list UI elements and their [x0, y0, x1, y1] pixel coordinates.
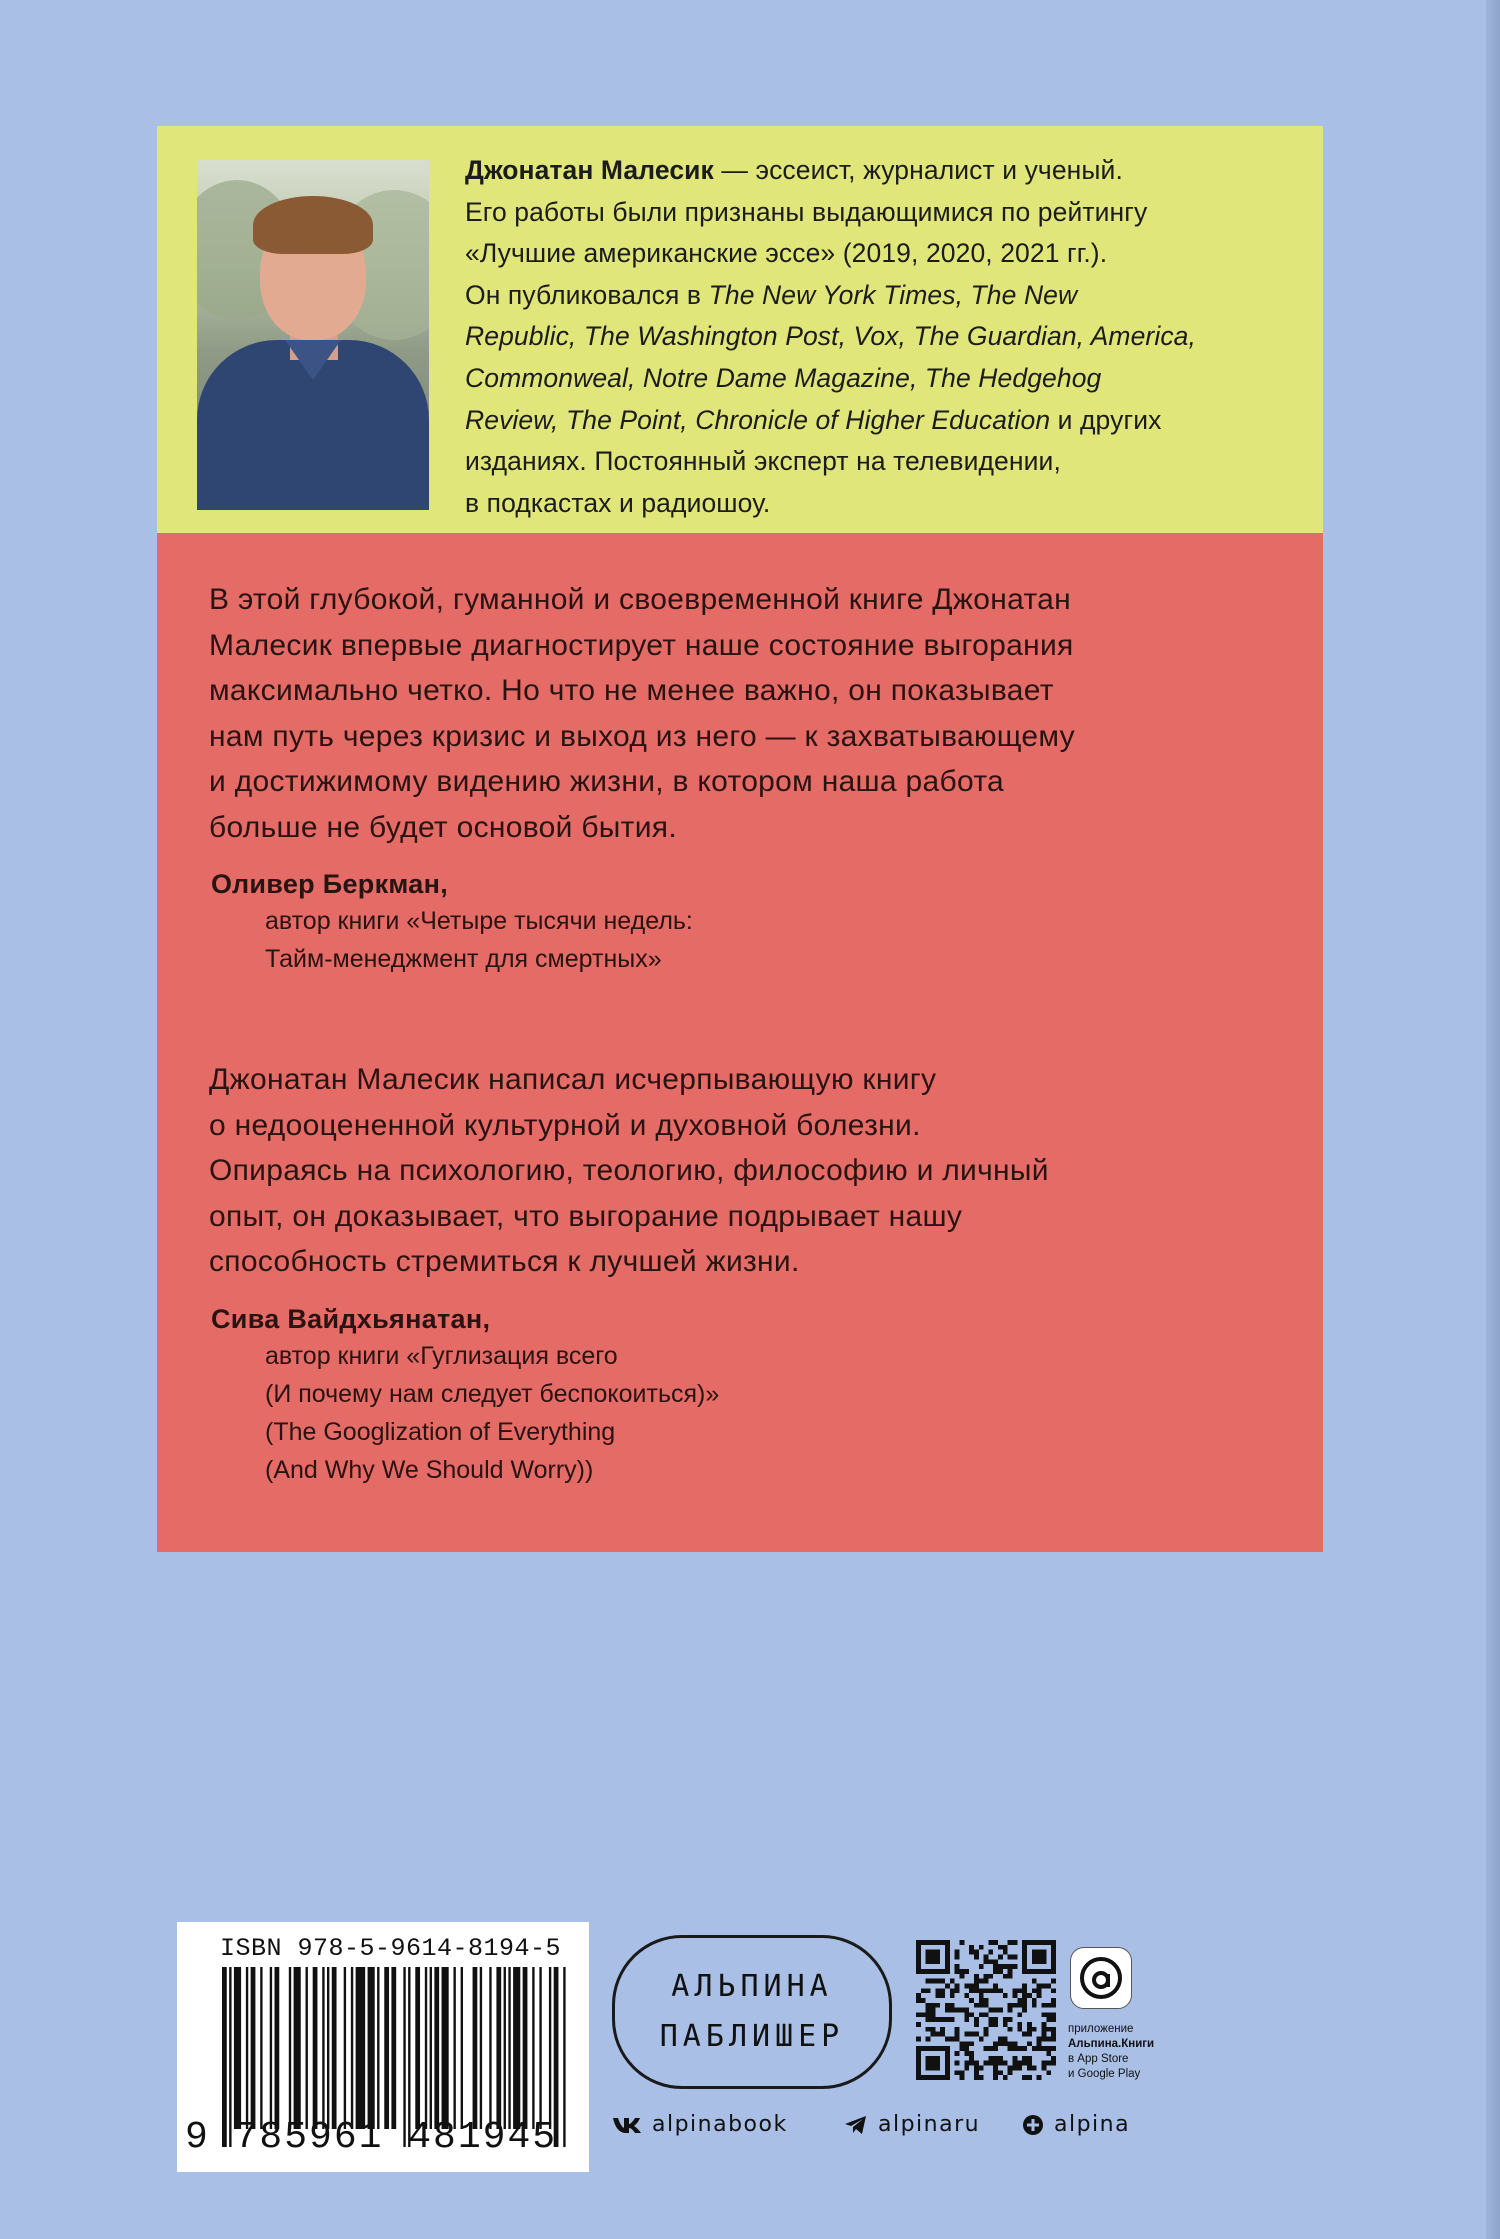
review-author-name: Оливер Беркман, — [211, 869, 449, 899]
review-line: Опираясь на психологию, теологию, философию и личный — [209, 1154, 1049, 1187]
review-line: способность стремиться к лучшей жизни. — [209, 1245, 800, 1278]
review-quote-1 — [209, 577, 1269, 850]
app-text-line: приложение — [1068, 2023, 1134, 2035]
bio-line: в подкастах и радиошоу. — [465, 487, 771, 518]
review-author-role: автор книги «Четыре тысячи недель: — [265, 907, 693, 935]
review-line: максимально четко. Но что не менее важно, он показывает — [209, 674, 1054, 707]
publisher-logo — [612, 1935, 892, 2089]
qr-code — [916, 1940, 1056, 2080]
social-telegram-handle: alpinaru — [878, 2112, 981, 2137]
review-author-role: Тайм-менеджмент для смертных» — [265, 945, 662, 973]
review-author-role: (The Googlization of Everything — [265, 1418, 616, 1446]
ean-number: 9 785961 481945 — [185, 2116, 558, 2159]
isbn-barcode — [177, 1922, 589, 2172]
author-photo — [197, 160, 429, 510]
social-telegram — [844, 2112, 980, 2137]
review-author-role: автор книги «Гуглизация всего — [265, 1342, 618, 1370]
review-author-1 — [211, 866, 693, 978]
review-line: опыт, он доказывает, что выгорание подрывает нашу — [209, 1199, 963, 1233]
telegram-icon — [844, 2114, 868, 2136]
reviews-panel — [157, 533, 1323, 1552]
alpina-app-icon — [1079, 1956, 1123, 2000]
bio-line: Его работы были признаны выдающимися по рейтингу — [465, 196, 1148, 227]
social-vk-handle: alpinabook — [652, 2112, 788, 2137]
bio-line: Он публиковался в — [465, 279, 709, 310]
social-vk — [612, 2112, 788, 2137]
review-author-name: Сива Вайдхьянатан, — [211, 1304, 491, 1334]
bio-line: и других — [1050, 404, 1162, 435]
cover-edge — [1486, 0, 1500, 2239]
review-line: В этой глубокой, гуманной и своевременной книге Джонатан — [209, 583, 1072, 616]
review-line: Джонатан Малесик написал исчерпывающую книгу — [209, 1063, 937, 1096]
social-other — [1022, 2112, 1130, 2137]
vk-icon — [612, 2115, 642, 2135]
bio-publications: Commonweal, Notre Dame Magazine, The Hedgehog — [465, 362, 1102, 393]
bio-line: изданиях. Постоянный эксперт на телевидении, — [465, 446, 1061, 477]
author-bio-panel — [157, 126, 1323, 533]
bio-line: «Лучшие американские эссе» (2019, 2020, 2021 гг.). — [465, 238, 1108, 269]
review-line: Малесик впервые диагностирует наше состояние выгорания — [209, 628, 1074, 662]
social-other-handle: alpina — [1054, 2112, 1131, 2137]
review-author-role: (И почему нам следует беспокоиться)» — [265, 1380, 720, 1408]
app-store-text — [1068, 2022, 1188, 2082]
social-links — [612, 2112, 1172, 2152]
bio-line: — эссеист, журналист и ученый. — [713, 155, 1123, 185]
author-name: Джонатан Малесик — [465, 155, 714, 185]
publisher-name-line2: ПАБЛИШЕР — [659, 2019, 845, 2054]
bio-publications: Review, The Point, Chronicle of Higher Education — [465, 404, 1051, 435]
app-text-line: в App Store — [1068, 2053, 1129, 2065]
review-line: о недооцененной культурной и духовной болезни. — [209, 1108, 921, 1142]
app-icon — [1070, 1947, 1132, 2009]
review-author-2 — [211, 1301, 719, 1489]
review-author-role: (And Why We Should Worry)) — [265, 1456, 594, 1484]
review-line: и достижимому видению жизни, в котором наша работа — [209, 765, 1005, 798]
review-line: больше не будет основой бытия. — [209, 810, 677, 844]
publisher-name-line1: АЛЬПИНА — [671, 1969, 833, 2004]
app-text-line: и Google Play — [1068, 2068, 1141, 2080]
review-line: нам путь через кризис и выход из него — к захватывающему — [209, 719, 1075, 753]
author-bio-text — [465, 150, 1285, 524]
isbn-label: ISBN 978-5-9614-8194-5 — [220, 1934, 562, 1963]
link-icon — [1022, 2114, 1044, 2136]
bio-publications: Republic, The Washington Post, Vox, The Guardian, America, — [465, 321, 1196, 352]
bio-publications: The New York Times, The New — [708, 279, 1078, 310]
app-name: Альпина.Книги — [1068, 2038, 1155, 2050]
review-quote-2 — [209, 1057, 1269, 1285]
